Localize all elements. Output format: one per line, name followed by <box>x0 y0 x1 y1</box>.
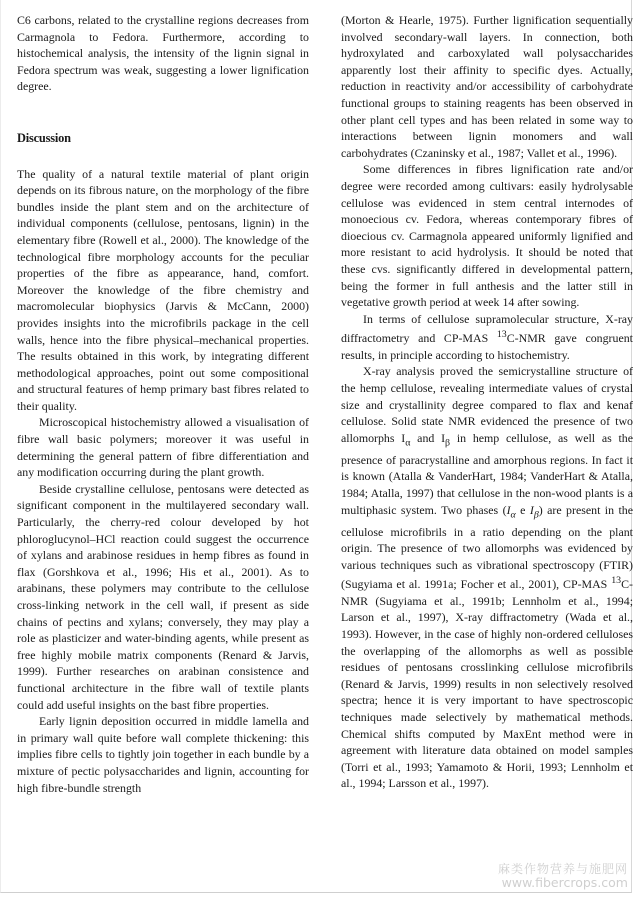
text-span: e <box>515 502 530 517</box>
superscript: 13 <box>496 329 507 341</box>
subscript: β <box>445 437 451 449</box>
superscript: 13 <box>611 575 622 587</box>
intro-paragraph: C6 carbons, related to the crystalline regions decreases from Carmagnola to Fedora. Furthermore, according to histochemical analysis, the intensity of the lignin signal in Fedora spectrum was weak, suggesting a lower lignification degree. <box>17 13 309 94</box>
text-span: ) are present in the cellulose microfibrils in a ratio depending on the plant origin. The presence of two allomorphs was evidenced by various techniques such as vibrational spectroscopy (FTIR) (Sugyiama et al. 1991a; Focher et al., 2001), CP-MAS <box>341 502 633 592</box>
watermark-chinese: 麻类作物营养与施肥网 <box>497 862 628 876</box>
text-span: X-ray analysis proved the semicrystalline structure of the hemp cellulose, revealing intermediate values of crystal size and crystallinity degree compared to flax and kenaf cellulose. Solid state NMR evidenced the presence of two allomorphs I <box>341 364 633 445</box>
nmr-paragraph <box>341 311 633 364</box>
section-heading-discussion: Discussion <box>17 130 71 145</box>
text-span: C-NMR (Sugyiama et al., 1991b; Lennholm et al., 1994; Larson et al., 1997), X-ray diffractometry (Wada et al., 1993). However, in the case of highly non-ordered celluloses the overlapping of the allomorphs as well as possible residues of pentosans crosslinking cellulose microfibrils (Renard & Jarvis, 1999) results in non selectively resolved spectra; hence it is very important to have spectroscopic techniques made selectively by mathematical methods. Chemical shifts computed by MaxEnt method were in agreement with literature data obtained on model samples (Torri et al., 1993; Yamamoto & Horii, 1993; Lennholm et al., 1994; Larsson et al., 1997). <box>341 577 633 791</box>
xray-paragraph <box>341 363 633 792</box>
paragraph: Beside crystalline cellulose, pentosans were detected as significant component in the multilayered secondary wall. Particularly, the cherry-red colour developed by hot phloroglucynol–HCl reaction could suggest the occurrence of xylans and arabinose residues in hemp fibres as found in flax (Gorshkova et al., 1996; His et al., 2001). As to arabinans, these polymers may contribute to the cellulose cross-linking network in the cell wall, if present as side chains of pectins and xylans; conversely, they may play a role as plasticizer and water-binding agents, while present as free highly mobile matrix components (Renard & Jarvis, 1999). Further researches on arabinan consistence and functional architecture in the fibre wall of textile plants could add useful insights on the bast fibre properties. <box>17 481 309 712</box>
italic-symbol: I <box>529 502 534 517</box>
italic-symbol: I <box>506 502 511 517</box>
text-span: in hemp cellulose, as well as the presence of paracrystalline and amorphous regions. In fact it is known (Atalla & VanderHart, 1984; VanderHart & Atalla, 1984; Atalla, 1997) that cellulose in the non-wood plants is a multiphasic system. Two phases ( <box>341 430 634 517</box>
paragraph: Early lignin deposition occurred in middle lamella and in primary wall quite before wall complete thickening: this implies fibre cells to tightly join together in each bundle by a mixture of pectic polysaccharides and lignin, accounting for high fibre-bundle strength <box>17 714 309 795</box>
watermark-url: www.fibercrops.com <box>501 875 628 890</box>
watermark <box>498 862 628 890</box>
text-span: In terms of cellulose supramolecular structure, X-ray diffractometry and CP-MAS <box>341 311 633 346</box>
text-span: and I <box>410 430 446 445</box>
subscript: α <box>405 437 411 449</box>
text-span: C-NMR gave congruent results, in principle according to histochemistry. <box>341 331 633 362</box>
paragraph: Some differences in fibres lignification rate and/or degree were recorded among cultivars: easily hydrolysable cellulose was evidenced in stem central internodes of monoecious cv. Fedora, whereas contemporary fibres of dioecious cv. Carmagnola appeared uniformly lignified and more resistant to acid hydrolysis. It should be noted that these cvs. significantly differed in developmental pattern, being the former in full anthesis and the latter still in vegetative growth period at week 14 after sowing. <box>341 162 633 310</box>
right-column <box>341 12 633 792</box>
paragraph: Microscopical histochemistry allowed a visualisation of fibre wall basic polymers; moreover it was useful in determining the general pattern of fibre differentiation and any modification occurring during the plant growth. <box>17 415 309 480</box>
left-column <box>17 12 309 796</box>
paragraph: The quality of a natural textile material of plant origin depends on its fibrous nature, on the morphology of the fibre bundles inside the plant stem and on the architecture of individual components (cellulose, pentosans, lignin) in the elementary fibre (Rowell et al., 2000). The knowledge of the technological fibre morphology accounts for the peculiar properties of the fibre as appearance, hand, comfort. Moreover the knowledge of the fibre chemistry and macromolecular biophysics (Jarvis & McCann, 2000) provides insights into the microfibrils package in the cell walls, hence into the fibre physical–mechanical properties. The results obtained in this work, by integrating different methodological approaches, point out some compositional and structural features of hemp primary bast fibres related to their quality. <box>17 166 309 413</box>
subscript: α <box>510 508 516 520</box>
subscript: β <box>533 508 539 520</box>
paragraph: (Morton & Hearle, 1975). Further lignification sequentially involved secondary-wall layers. In connection, both hydroxylated and carboxylated wall polysaccharides apparently lost their affinity to specific dyes. Actually, reduction in reactivity and/or accessibility of carbohydrate functional groups to staining reagents has been observed in other plant cell types and has been related in some way to interactions between lignin monomers and wall carbohydrates (Czaninsky et al., 1987; Vallet et al., 1996). <box>341 13 633 160</box>
